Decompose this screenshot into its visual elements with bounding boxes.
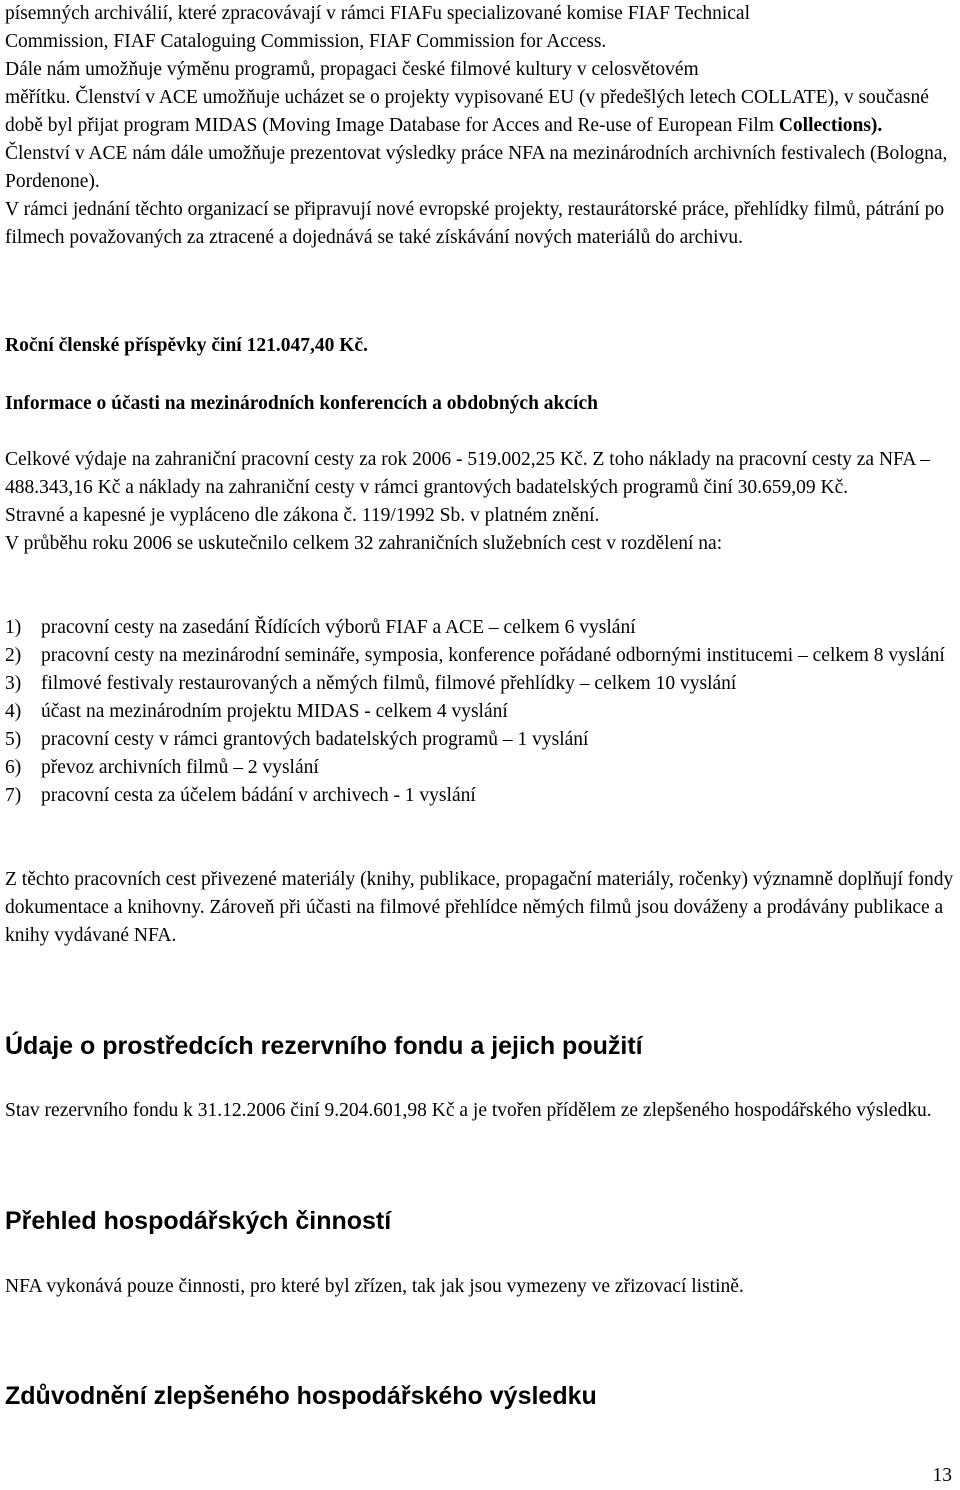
reserve-fund-heading: Údaje o prostředcích rezervního fondu a jejich použití [5,1032,643,1060]
list-item: 1) pracovní cesty na zasedání Řídících výborů FIAF a ACE – celkem 6 vyslání [5,617,636,638]
ace-membership-paragraph [5,84,955,140]
list-item: 7) pracovní cesta za účelem bádání v archivech - 1 vyslání [5,785,476,806]
activities-paragraph: NFA vykonává pouze činnosti, pro které byl zřízen, tak jak jsou vymezeny ve zřizovací listině. [5,1276,744,1297]
trips-list [5,614,955,810]
ace-paragraph-bold: Collections). [778,115,883,136]
trips-intro: V průběhu roku 2006 se uskutečnilo celkem 32 zahraničních služebních cest v rozdělení na: [5,533,723,554]
allowance-paragraph: Stravné a kapesné je vypláceno dle zákona č. 119/1992 Sb. v platném znění. [5,505,600,526]
travel-costs-section [5,446,955,558]
page-number: 13 [932,1465,952,1486]
list-item: 2) pracovní cesty na mezinárodní semináře, symposia, konference pořádané odbornými institucemi – celkem 8 vyslání [5,645,945,666]
festivals-paragraph: Členství v ACE nám dále umožňuje prezentovat výsledky práce NFA na mezinárodních archivních festivalech (Bologna, Pordenone). [5,143,948,192]
conferences-heading: Informace o účasti na mezinárodních konferencích a obdobných akcích [5,393,598,414]
travel-costs-paragraph: Celkové výdaje na zahraniční pracovní cesty za rok 2006 - 519.002,25 Kč. Z toho náklady na pracovní cesty za NFA – 488.343,16 Kč a náklady na zahraniční cesty v rámci grantových badatelských programů činí 30.659,09 Kč. [5,449,931,498]
ace-paragraph-text: měřítku. Členství v ACE umožňuje ucházet se o projekty vypisované EU (v předešlých letech COLLATE), v současné době byl přijat program MIDAS (Moving Image Database for Acces and Re-use of European Film [5,87,929,136]
projects-paragraph: V rámci jednání těchto organizací se připravují nové evropské projekty, restaurátorské práce, přehlídky filmů, pátrání po filmech považovaných za ztracené a dojednává se také získávání nových materiálů do archivu. [5,199,945,248]
list-item: 5) pracovní cesty v rámci grantových badatelských programů – 1 vyslání [5,729,589,750]
activities-heading: Přehled hospodářských činností [5,1207,392,1235]
list-item: 3) filmové festivaly restaurovaných a němých filmů, filmové přehlídky – celkem 10 vyslání [5,673,737,694]
text-line: Commission, FIAF Cataloguing Commission, FIAF Commission for Access. [5,31,607,52]
justification-heading: Zdůvodnění zlepšeného hospodářského výsledku [5,1382,597,1410]
list-item: 6) převoz archivních filmů – 2 vyslání [5,757,319,778]
list-item: 4) účast na mezinárodním projektu MIDAS - celkem 4 vyslání [5,701,508,722]
reserve-fund-paragraph: Stav rezervního fondu k 31.12.2006 činí 9.204.601,98 Kč a je tvořen přídělem ze zlepšeného hospodářského výsledku. [5,1100,932,1121]
document-page [5,0,955,1487]
text-line: písemných archiválií, které zpracovávají v rámci FIAFu specializované komise FIAF Technical [5,3,750,24]
text-line: Dále nám umožňuje výměnu programů, propagaci české filmové kultury v celosvětovém [5,59,699,80]
intro-section [5,0,955,252]
materials-paragraph: Z těchto pracovních cest přivezené materiály (knihy, publikace, propagační materiály, ročenky) významně doplňují fondy dokumentace a knihovny. Zároveň při účasti na filmové přehlídce němých filmů jsou dováženy a prodávány publikace a knihy vydávané NFA. [5,869,954,946]
membership-fees: Roční členské příspěvky činí 121.047,40 Kč. [5,335,368,356]
